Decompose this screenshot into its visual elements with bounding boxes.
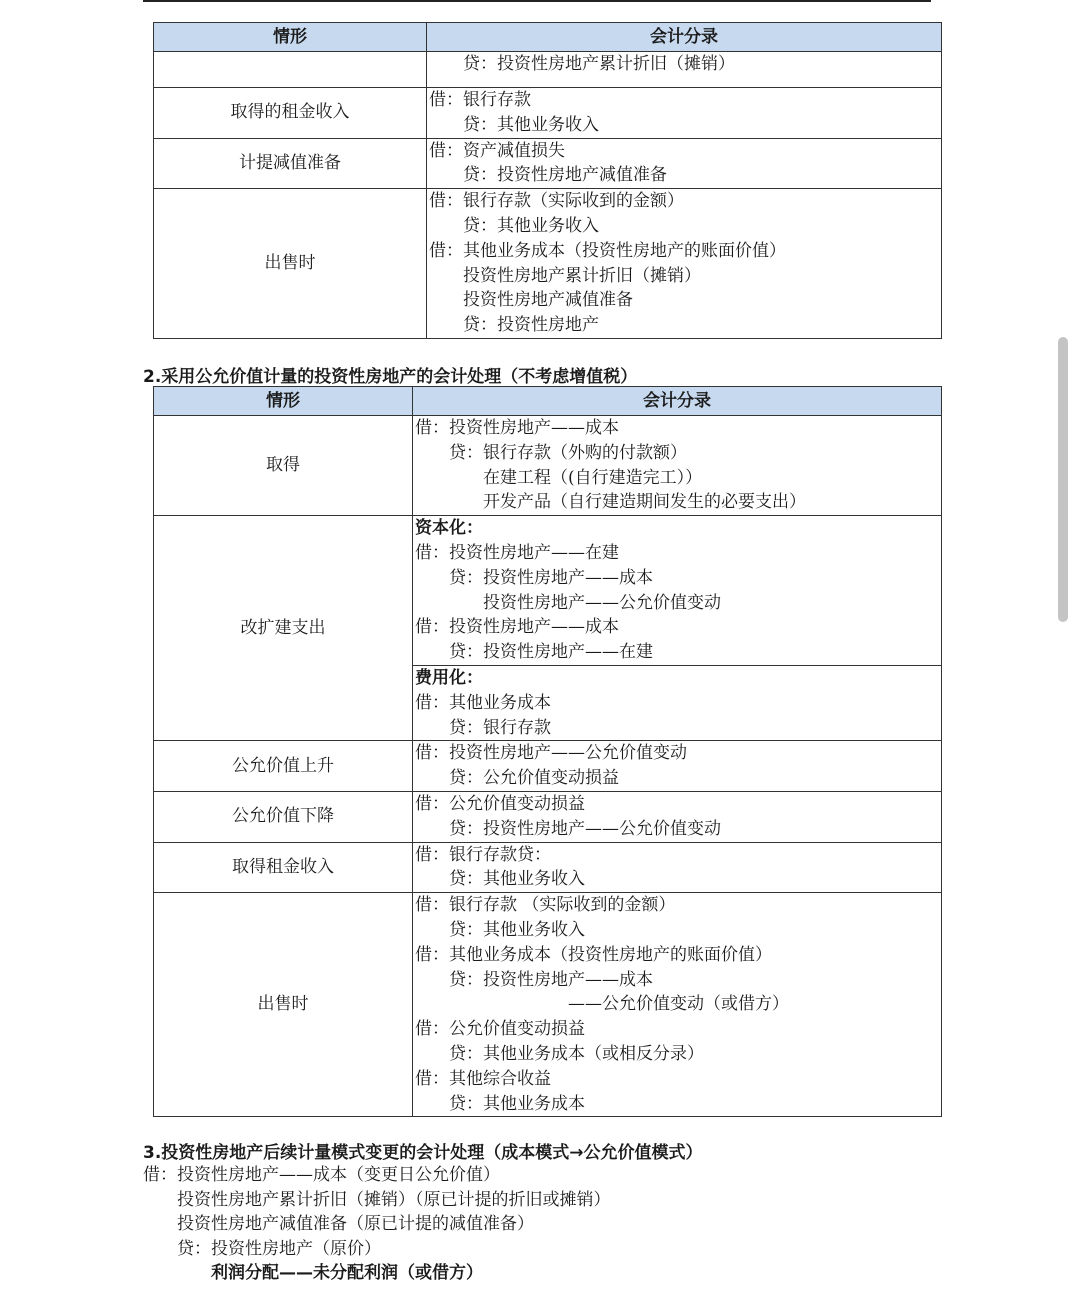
entries-cell xyxy=(413,741,942,792)
entry-line: 投资性房地产减值准备（原已计提的减值准备） xyxy=(143,1214,534,1235)
entries-cell xyxy=(427,138,942,189)
table-row xyxy=(154,893,942,1117)
table-header-row xyxy=(154,387,942,416)
entry-line: 借：其他业务成本（投资性房地产的账面价值） xyxy=(415,944,772,965)
entry-line: 借：其他业务成本 xyxy=(415,692,551,713)
entry-line: 借：投资性房地产——成本 xyxy=(415,418,619,438)
section-3-entries xyxy=(143,1163,611,1286)
entries-cell xyxy=(413,791,942,842)
table-row xyxy=(154,88,942,139)
cost-model-table xyxy=(153,22,942,339)
entries-cell xyxy=(427,88,942,139)
entry-line: 投资性房地产累计折旧（摊销）（原已计提的折旧或摊销） xyxy=(143,1189,611,1210)
entries-cell xyxy=(427,189,942,339)
fair-value-table xyxy=(153,386,942,1117)
entries-cell xyxy=(427,52,942,88)
section-2-title: 2.采用公允价值计量的投资性房地产的会计处理（不考虑增值税） xyxy=(143,367,638,387)
situation-cell xyxy=(154,52,427,88)
entry-line: 贷：投资性房地产——成本 xyxy=(415,969,653,990)
entry-line: 贷：投资性房地产 xyxy=(429,315,599,336)
table-row xyxy=(154,52,942,88)
entries-cell-expensed xyxy=(413,665,942,740)
vertical-scrollbar[interactable] xyxy=(1058,337,1068,622)
entry-line: 借：公允价值变动损益 xyxy=(415,793,585,814)
table-row xyxy=(154,416,942,516)
table-row xyxy=(154,842,942,893)
entry-line: 贷：投资性房地产减值准备 xyxy=(429,165,667,186)
entry-line: 贷：投资性房地产——在建 xyxy=(415,642,653,663)
situation-cell: 公允价值下降 xyxy=(154,791,413,842)
situation-cell: 改扩建支出 xyxy=(154,516,413,741)
column-header-entries: 会计分录 xyxy=(427,23,942,52)
column-header-situation: 情形 xyxy=(154,23,427,52)
entry-line: 贷：银行存款（外购的付款额） xyxy=(415,442,687,463)
entry-line: 投资性房地产累计折旧（摊销） xyxy=(429,265,701,286)
entry-line: 贷：投资性房地产（原价） xyxy=(143,1238,381,1259)
entry-line: 贷：其他业务成本（或相反分录） xyxy=(415,1043,704,1064)
entry-line: 贷：银行存款 xyxy=(415,717,551,738)
entry-line: 借：银行存款 xyxy=(429,90,531,110)
table-header-row xyxy=(154,23,942,52)
entry-line: 贷：公允价值变动损益 xyxy=(415,768,619,789)
entry-line: 借：资产减值损失 xyxy=(429,140,565,161)
entry-line: 投资性房地产——公允价值变动 xyxy=(415,592,721,613)
entry-line: 借：其他业务成本（投资性房地产的账面价值） xyxy=(429,240,786,261)
entry-line: 借：其他综合收益 xyxy=(415,1068,551,1089)
entries-cell-capitalized xyxy=(413,516,942,666)
column-header-situation: 情形 xyxy=(154,387,413,416)
entry-line: 投资性房地产减值准备 xyxy=(429,290,633,311)
table-row xyxy=(154,189,942,339)
table-row xyxy=(154,138,942,189)
capitalized-label: 资本化： xyxy=(415,518,483,539)
entries-cell xyxy=(413,416,942,516)
situation-cell: 计提减值准备 xyxy=(154,138,427,189)
entry-line: 借：投资性房地产——在建 xyxy=(415,542,619,563)
entries-cell xyxy=(413,842,942,893)
entry-line-bold: 利润分配——未分配利润（或借方） xyxy=(143,1263,483,1284)
entry-line: 借：投资性房地产——成本（变更日公允价值） xyxy=(143,1165,500,1185)
entry-line: 贷：其他业务收入 xyxy=(415,869,585,890)
entry-line: 贷：其他业务收入 xyxy=(415,919,585,940)
entries-cell xyxy=(413,893,942,1117)
entry-line: 贷：其他业务成本 xyxy=(415,1093,585,1114)
entry-line: 借：银行存款 （实际收到的金额） xyxy=(415,895,676,916)
entry-line: 贷：投资性房地产累计折旧（摊销） xyxy=(429,54,735,74)
entry-line: 开发产品（自行建造期间发生的必要支出） xyxy=(415,492,806,513)
entry-line: 贷：其他业务收入 xyxy=(429,114,599,135)
entry-line: 贷：投资性房地产——成本 xyxy=(415,567,653,588)
situation-cell: 取得的租金收入 xyxy=(154,88,427,139)
top-divider-line xyxy=(143,0,931,2)
entry-line: 借：投资性房地产——公允价值变动 xyxy=(415,743,687,764)
entry-line: 借：投资性房地产——成本 xyxy=(415,617,619,638)
table-row xyxy=(154,516,942,666)
entry-line: 借：银行存款贷： xyxy=(415,844,551,865)
entry-line: 借：公允价值变动损益 xyxy=(415,1019,585,1040)
situation-cell: 出售时 xyxy=(154,189,427,339)
column-header-entries: 会计分录 xyxy=(413,387,942,416)
table-row xyxy=(154,741,942,792)
situation-cell: 出售时 xyxy=(154,893,413,1117)
table-row xyxy=(154,791,942,842)
situation-cell: 取得 xyxy=(154,416,413,516)
entry-line: 借：银行存款（实际收到的金额） xyxy=(429,191,684,212)
entry-line: 在建工程（(自行建造完工）） xyxy=(415,467,703,488)
entry-line: 贷：投资性房地产——公允价值变动 xyxy=(415,818,721,839)
section-3-title: 3.投资性房地产后续计量模式变更的会计处理（成本模式→公允价值模式） xyxy=(143,1143,703,1163)
entry-line: 贷：其他业务收入 xyxy=(429,215,599,236)
entry-line: ——公允价值变动（或借方） xyxy=(415,994,789,1015)
situation-cell: 取得租金收入 xyxy=(154,842,413,893)
expensed-label: 费用化： xyxy=(415,667,483,688)
situation-cell: 公允价值上升 xyxy=(154,741,413,792)
